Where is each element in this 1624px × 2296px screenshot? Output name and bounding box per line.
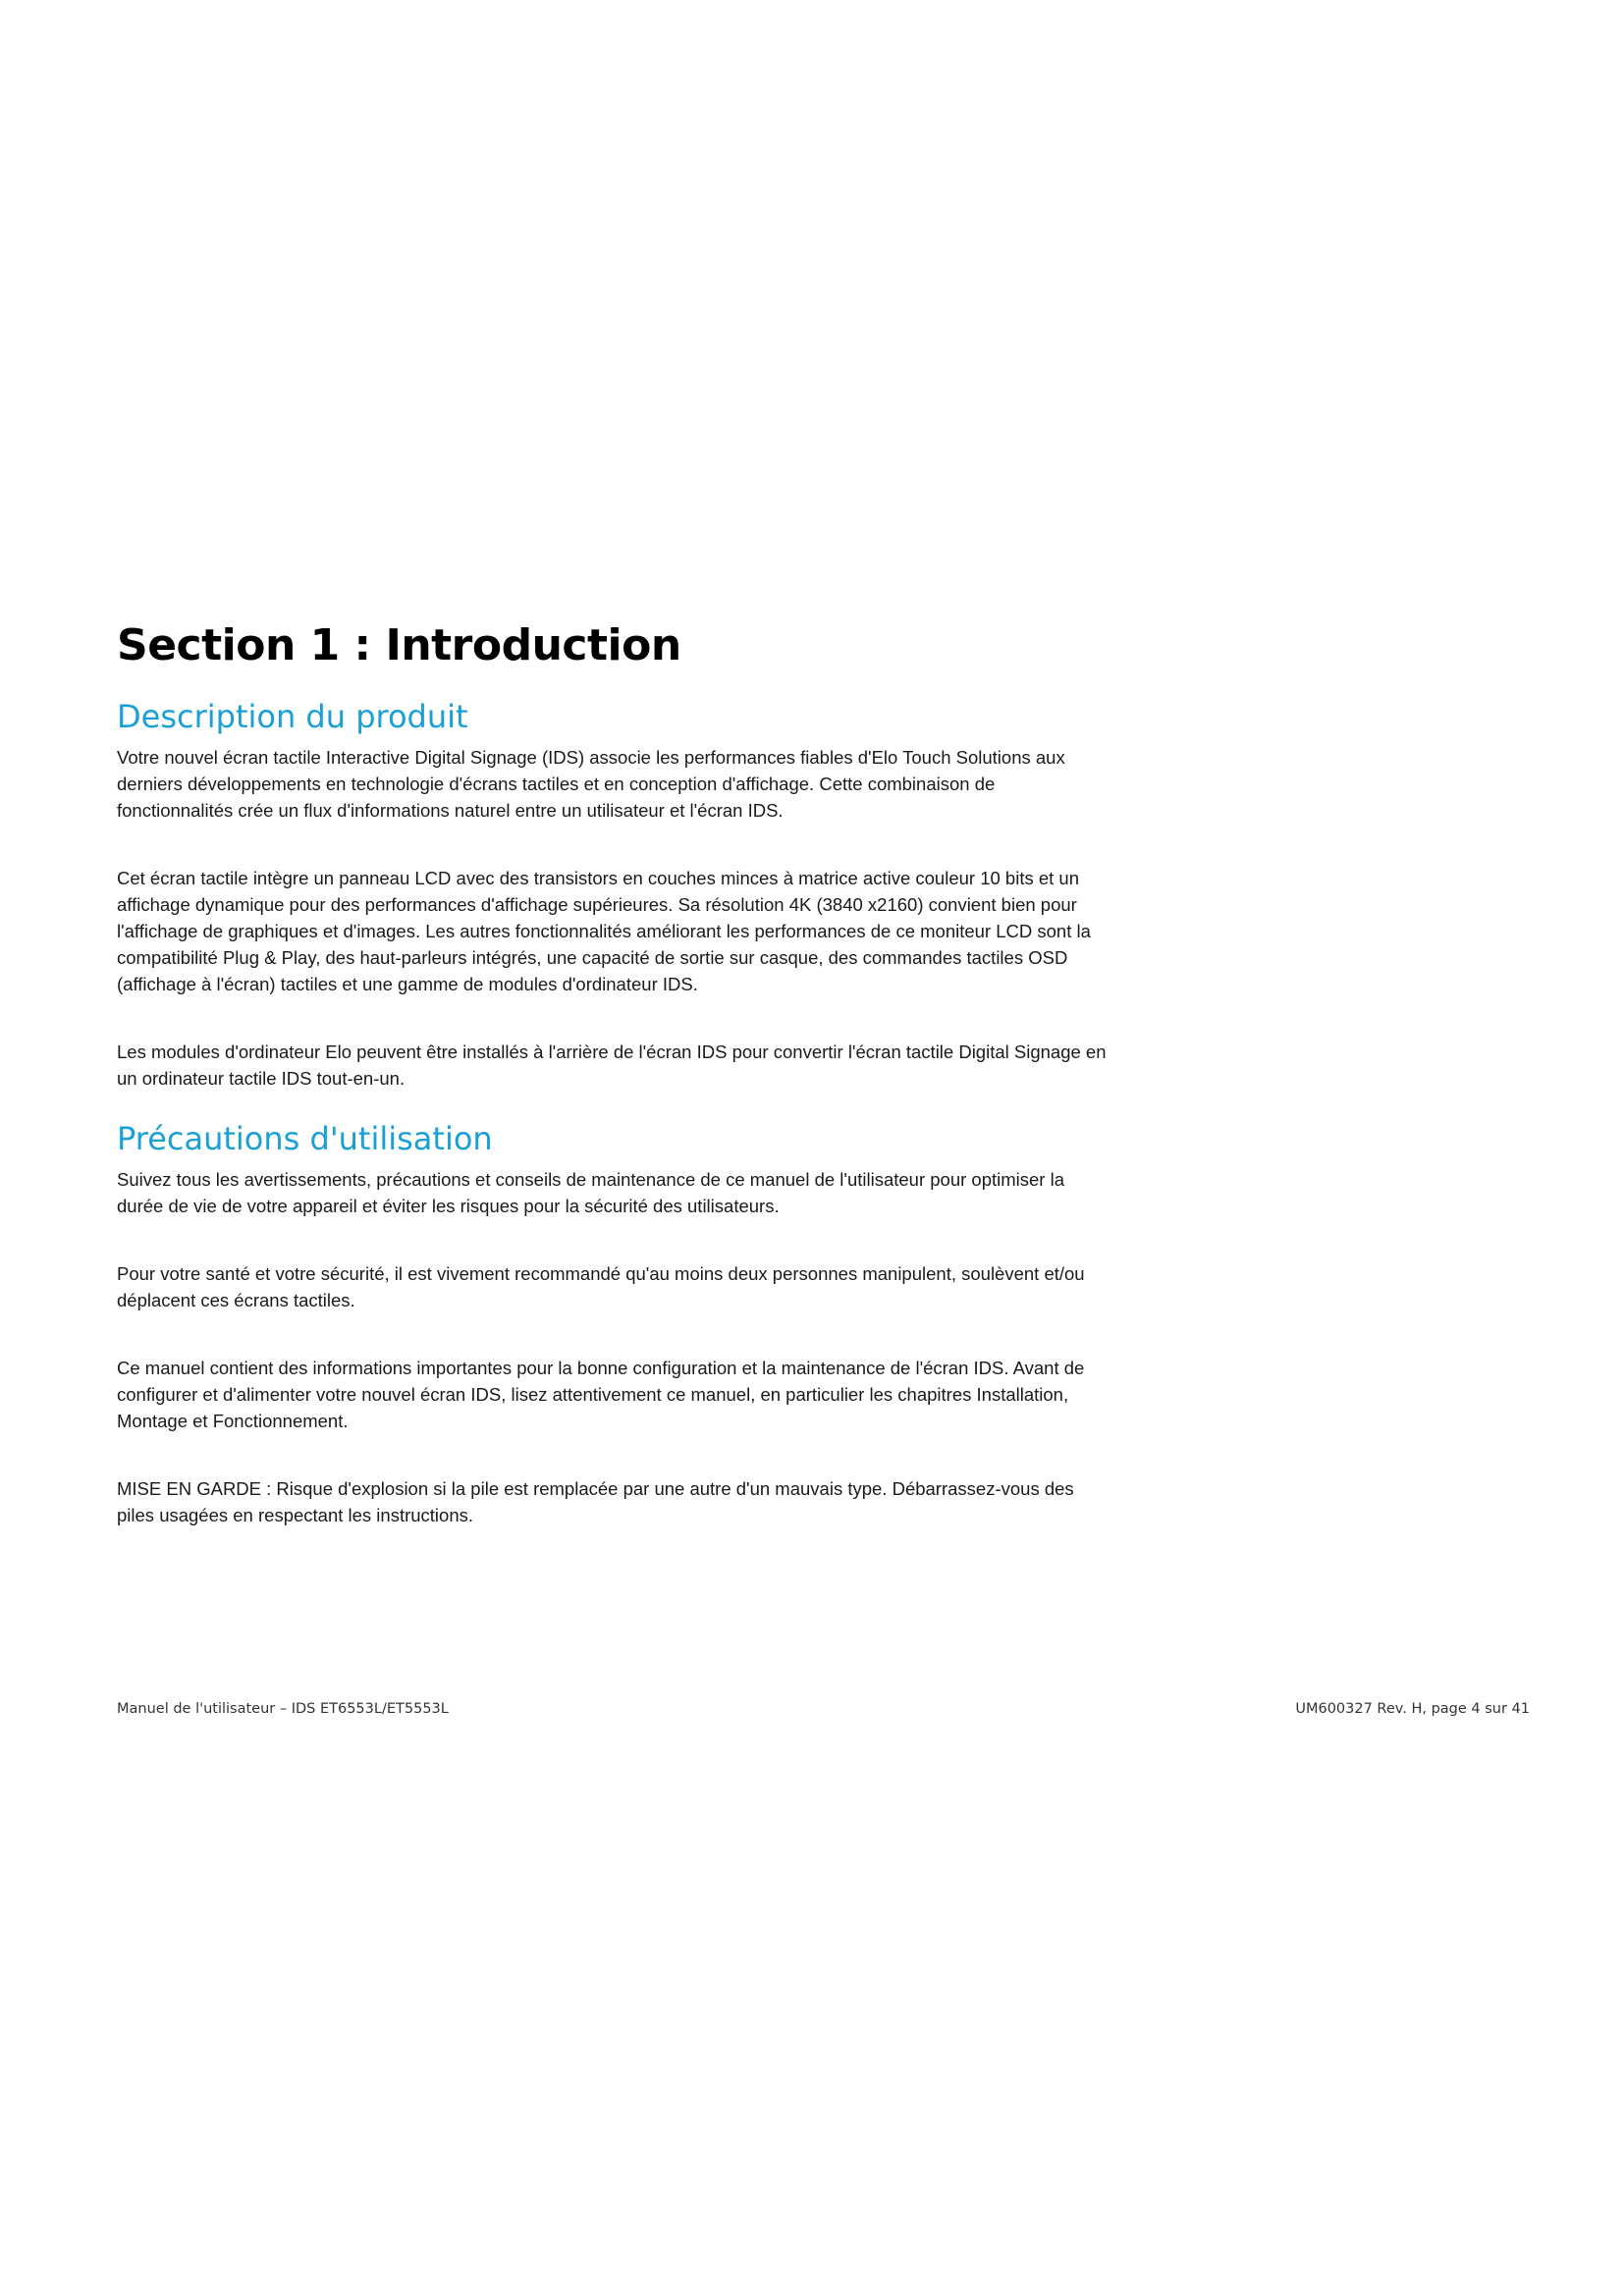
precautions-paragraph-3: Ce manuel contient des informations importantes pour la bonne configuration et la maintenance de l'écran IDS. Avant de configurer et d'alimenter votre nouvel écran IDS, lisez attentivement ce manuel, en particulier les chapitres Installation, Montage et Fonctionnement. <box>117 1358 1085 1431</box>
description-paragraph-1: Votre nouvel écran tactile Interactive Digital Signage (IDS) associe les performances fiables d'Elo Touch Solutions aux derniers développements en technologie d'écrans tactiles et en conception d'affichage. Cette combinaison de fonctionnalités crée un flux d'informations naturel entre un utilisateur et l'écran IDS. <box>117 747 1065 821</box>
footer-page-number: UM600327 Rev. H, page 4 sur 41 <box>1295 1701 1530 1717</box>
precautions-heading: Précautions d'utilisation <box>117 1120 493 1157</box>
section-title: Section 1 : Introduction <box>117 620 681 670</box>
precautions-paragraph-2: Pour votre santé et votre sécurité, il est vivement recommandé qu'au moins deux personnes manipulent, soulèvent et/ou déplacent ces écrans tactiles. <box>117 1263 1085 1310</box>
description-heading: Description du produit <box>117 698 468 735</box>
description-paragraph-3: Les modules d'ordinateur Elo peuvent être installés à l'arrière de l'écran IDS pour convertir l'écran tactile Digital Signage en un ordinateur tactile IDS tout-en-un. <box>117 1041 1107 1089</box>
page-content <box>117 618 1109 1528</box>
precautions-warning: MISE EN GARDE : Risque d'explosion si la pile est remplacée par une autre d'un mauvais type. Débarrassez-vous des piles usagées en respectant les instructions. <box>117 1478 1074 1525</box>
footer-manual-title: Manuel de l'utilisateur – IDS ET6553L/ET5553L <box>117 1701 449 1717</box>
precautions-paragraph-1: Suivez tous les avertissements, précautions et conseils de maintenance de ce manuel de l'utilisateur pour optimiser la durée de vie de votre appareil et éviter les risques pour la sécurité des utilisateurs. <box>117 1169 1065 1216</box>
description-paragraph-2: Cet écran tactile intègre un panneau LCD avec des transistors en couches minces à matrice active couleur 10 bits et un affichage dynamique pour des performances d'affichage supérieures. Sa résolution 4K (3840 x2160) convient bien pour l'affichage de graphiques et d'images. Les autres fonctionnalités améliorant les performances de ce moniteur LCD sont la compatibilité Plug & Play, des haut-parleurs intégrés, une capacité de sortie sur casque, des commandes tactiles OSD (affichage à l'écran) tactiles et une gamme de modules d'ordinateur IDS. <box>117 868 1091 994</box>
